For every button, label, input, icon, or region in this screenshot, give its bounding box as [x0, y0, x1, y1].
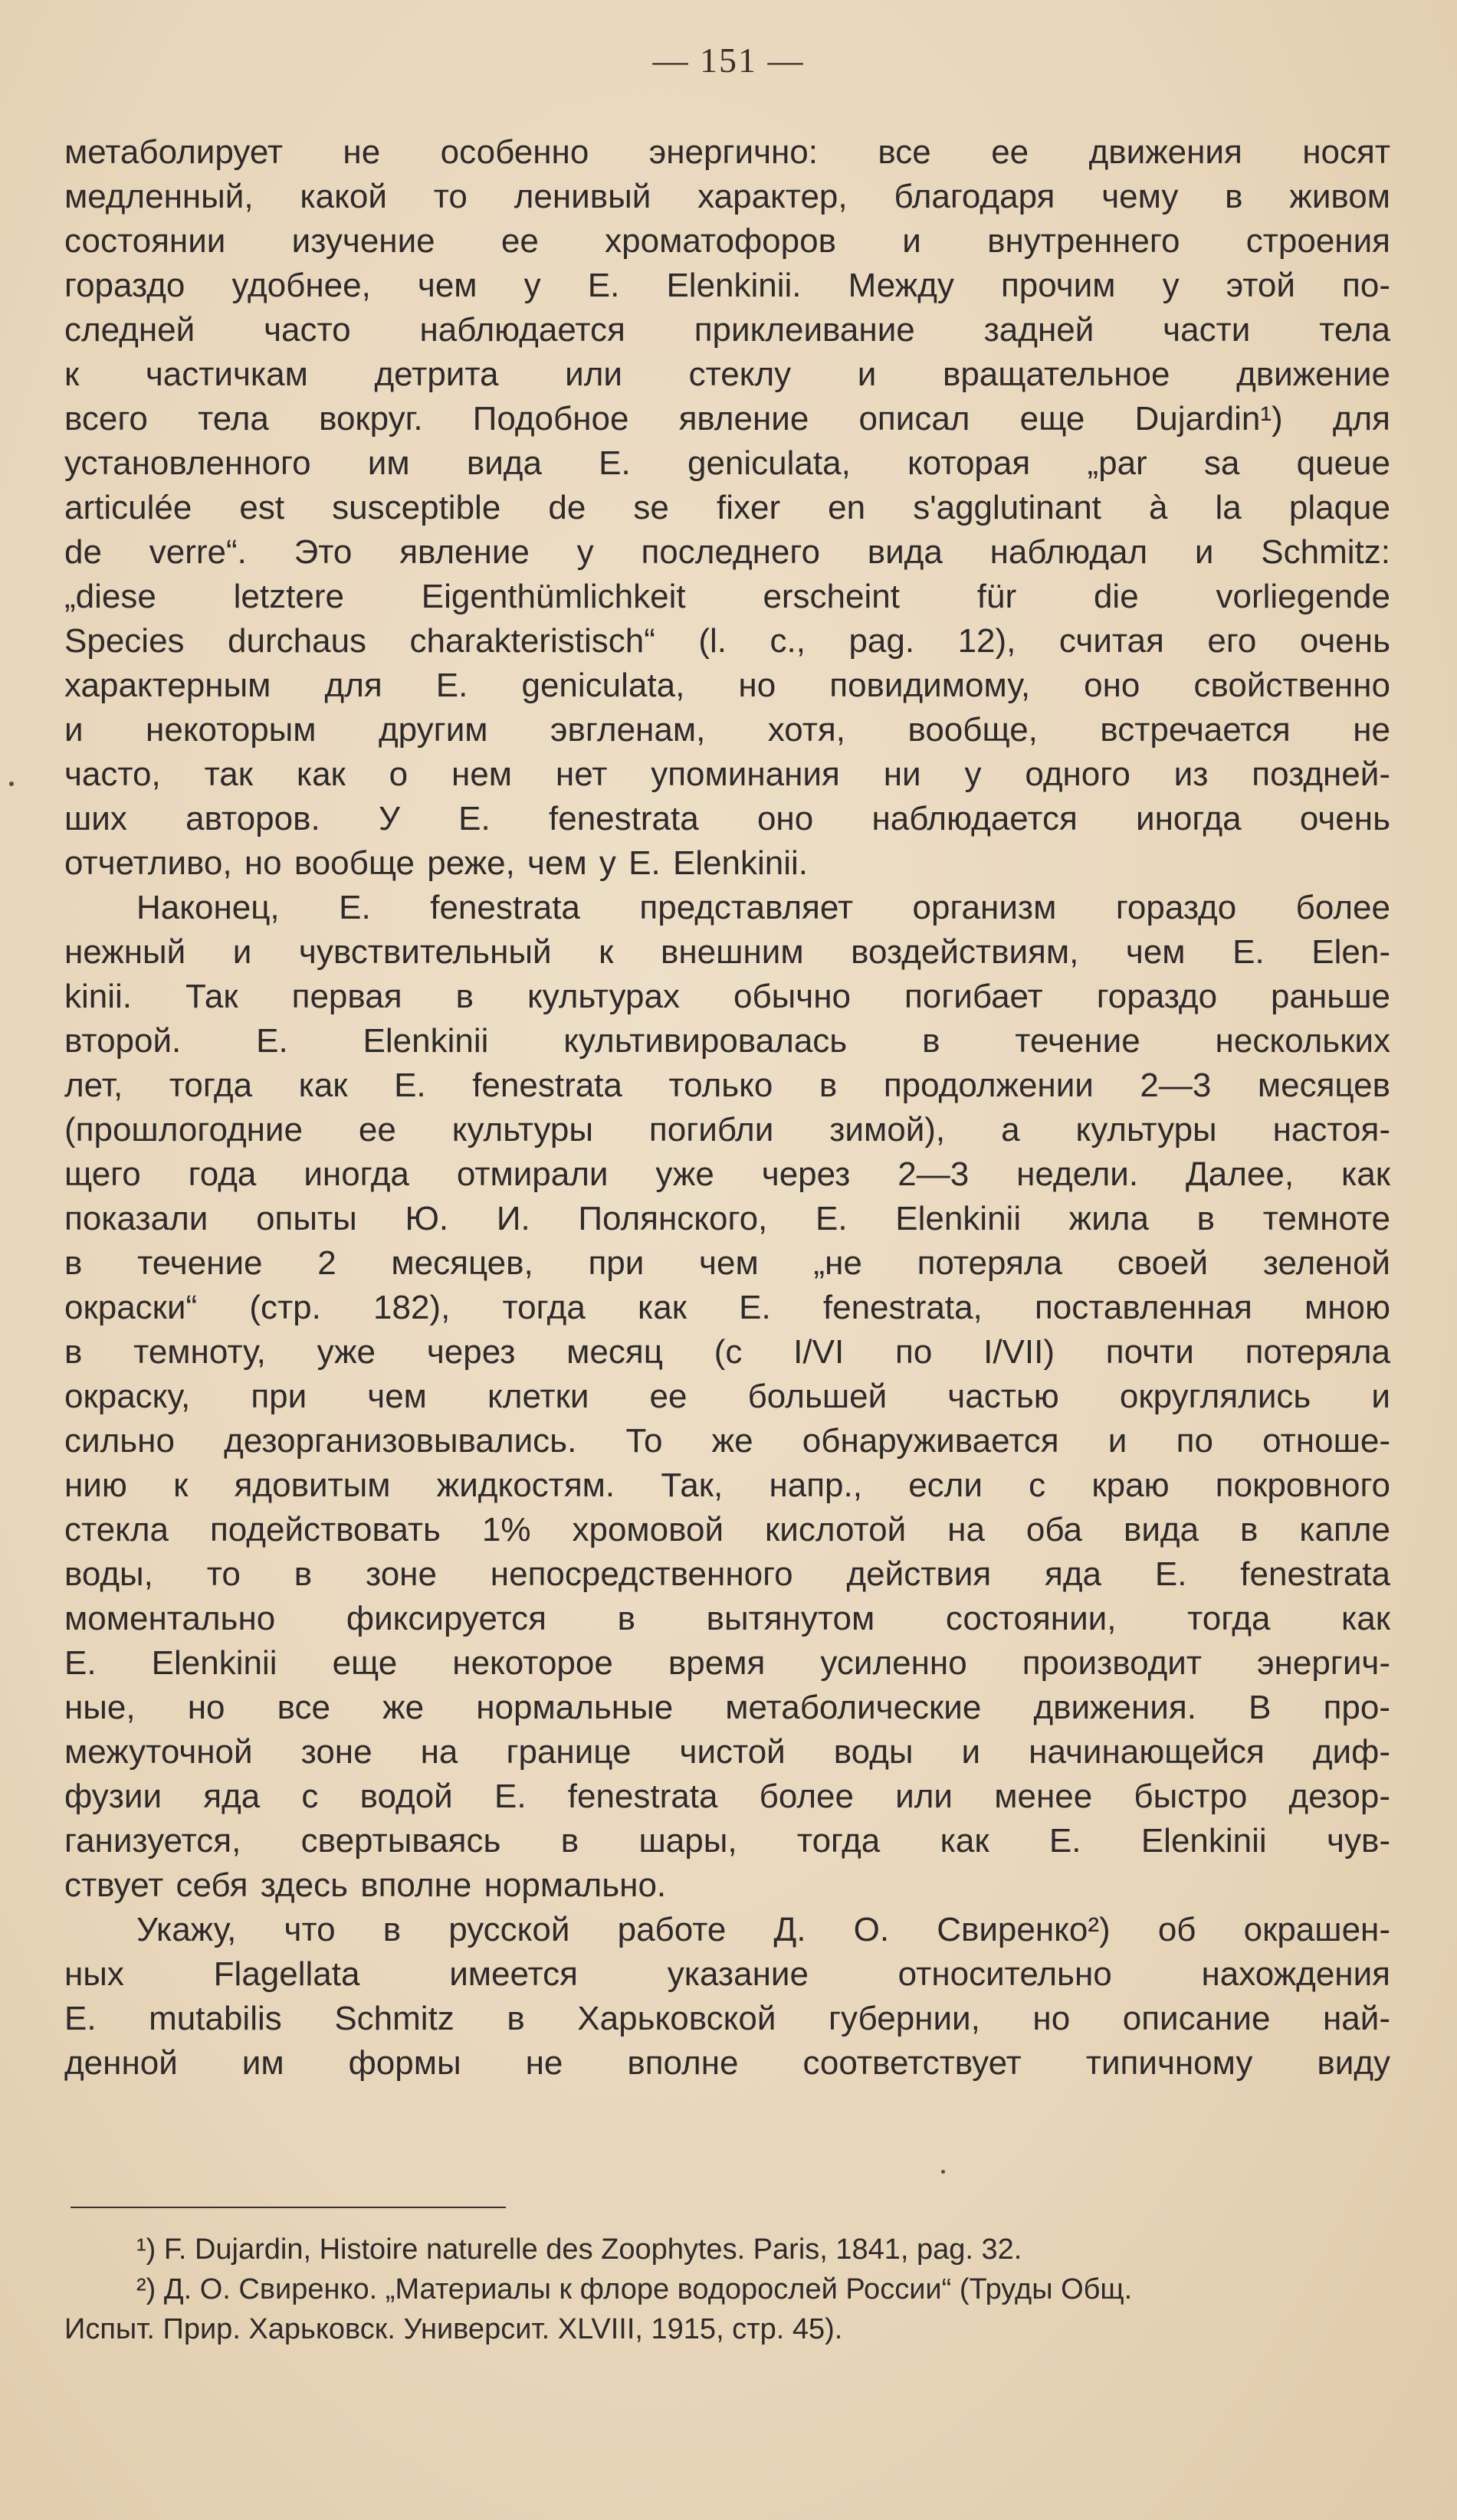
text-line: „diese letztere Eigenthümlichkeit erscheint für die vorliegende [64, 578, 1390, 615]
text-line: показали опыты Ю. И. Полянского, E. Elenkinii жила в темноте [64, 1200, 1390, 1237]
text-line: метаболирует не особенно энергично: все ее движения носят [64, 133, 1390, 171]
text-line: в течение 2 месяцев, при чем „не потеряла своей зеленой [64, 1244, 1390, 1282]
text-line: и некоторым другим эвгленам, хотя, вообще, встречается не [64, 711, 1390, 749]
text-line: ных Flagellata имеется указание относительно нахождения [64, 1955, 1390, 1993]
text-line: нию к ядовитым жидкостям. Так, напр., если с краю покровного [64, 1466, 1390, 1504]
text-line: окраски“ (стр. 182), тогда как E. fenestrata, поставленная мною [64, 1289, 1390, 1326]
text-line: ших авторов. У E. fenestrata оно наблюдается иногда очень [64, 800, 1390, 837]
text-line: окраску, при чем клетки ее большей частью округлялись и [64, 1378, 1390, 1415]
footnote-2-continuation: Испыт. Прир. Харьковск. Университ. XLVIII, 1915, стр. 45). [64, 2313, 843, 2345]
paragraph-1 [64, 130, 1390, 886]
text-line: воды, то в зоне непосредственного действия яда E. fenestrata [64, 1555, 1390, 1593]
text-line: характерным для E. geniculata, но повидимому, оно свойственно [64, 667, 1390, 704]
text-line: денной им формы не вполне соответствует типичному виду [64, 2044, 1390, 2082]
text-line: ганизуется, свертываясь в шары, тогда как E. Elenkinii чув- [64, 1822, 1390, 1860]
text-line: стекла подействовать 1% хромовой кислотой на оба вида в капле [64, 1511, 1390, 1548]
paragraph-3 [64, 1908, 1390, 2086]
text-line: Укажу, что в русской работе Д. О. Свиренко²) об окрашен- [136, 1911, 1390, 1948]
text-line: фузии яда с водой E. fenestrata более или менее быстро дезор- [64, 1778, 1390, 1815]
text-line: следней часто наблюдается приклеивание задней части тела [64, 311, 1390, 349]
text-line: часто, так как о нем нет упоминания ни у одного из поздней- [64, 755, 1390, 793]
text-line: отчетливо, но вообще реже, чем у E. Elenkinii. [64, 844, 809, 882]
text-line: межуточной зоне на границе чистой воды и начинающейся диф- [64, 1733, 1390, 1771]
text-line: Species durchaus charakteristisch“ (l. c., pag. 12), считая его очень [64, 622, 1390, 660]
body-text [64, 130, 1390, 2086]
page-number: — 151 — [652, 41, 805, 80]
text-line: второй. E. Elenkinii культивировалась в течение нескольких [64, 1022, 1390, 1060]
paragraph-2 [64, 886, 1390, 1908]
text-line: в темноту, уже через месяц (с I/VI по I/VII) почти потеряла [64, 1333, 1390, 1371]
text-line: нежный и чувствительный к внешним воздействиям, чем E. Elen- [64, 933, 1390, 971]
text-line: ные, но все же нормальные метаболические движения. В про- [64, 1689, 1390, 1726]
text-line: ствует себя здесь вполне нормально. [64, 1866, 667, 1904]
text-line: установленного им вида E. geniculata, которая „par sa queue [64, 444, 1390, 482]
paper-speck [941, 2170, 945, 2174]
footnote-2: ²) Д. О. Свиренко. „Материалы к флоре водорослей России“ (Труды Общ. [136, 2273, 1133, 2305]
text-line: всего тела вокруг. Подобное явление описал еще Dujardin¹) для [64, 400, 1390, 437]
text-line: сильно дезорганизовывались. То же обнаруживается и по отноше- [64, 1422, 1390, 1460]
footnote-1: ¹) F. Dujardin, Histoire naturelle des Zoophytes. Paris, 1841, pag. 32. [136, 2233, 1022, 2266]
text-line: Наконец, E. fenestrata представляет организм гораздо более [136, 889, 1390, 926]
text-line: моментально фиксируется в вытянутом состоянии, тогда как [64, 1600, 1390, 1637]
text-line: (прошлогодние ее культуры погибли зимой), а культуры настоя- [64, 1111, 1390, 1149]
text-line: de verre“. Это явление у последнего вида наблюдал и Schmitz: [64, 533, 1390, 571]
text-line: гораздо удобнее, чем у E. Elenkinii. Между прочим у этой по- [64, 267, 1390, 304]
text-line: E. Elenkinii еще некоторое время усиленно производит энергич- [64, 1644, 1390, 1682]
text-line: articulée est susceptible de se fixer en s'agglutinant à la plaque [64, 489, 1390, 526]
footnote-divider [71, 2207, 506, 2208]
text-line: лет, тогда как E. fenestrata только в продолжении 2—3 месяцев [64, 1067, 1390, 1104]
text-line: щего года иногда отмирали уже через 2—3 недели. Далее, как [64, 1155, 1390, 1193]
text-line: kinii. Так первая в культурах обычно погибает гораздо раньше [64, 978, 1390, 1015]
paper-speck [9, 782, 14, 786]
text-line: состоянии изучение ее хроматофоров и внутреннего строения [64, 222, 1390, 260]
text-line: E. mutabilis Schmitz в Харьковской губернии, но описание най- [64, 2000, 1390, 2037]
text-line: к частичкам детрита или стеклу и вращательное движение [64, 356, 1390, 393]
text-line: медленный, какой то ленивый характер, благодаря чему в живом [64, 178, 1390, 215]
